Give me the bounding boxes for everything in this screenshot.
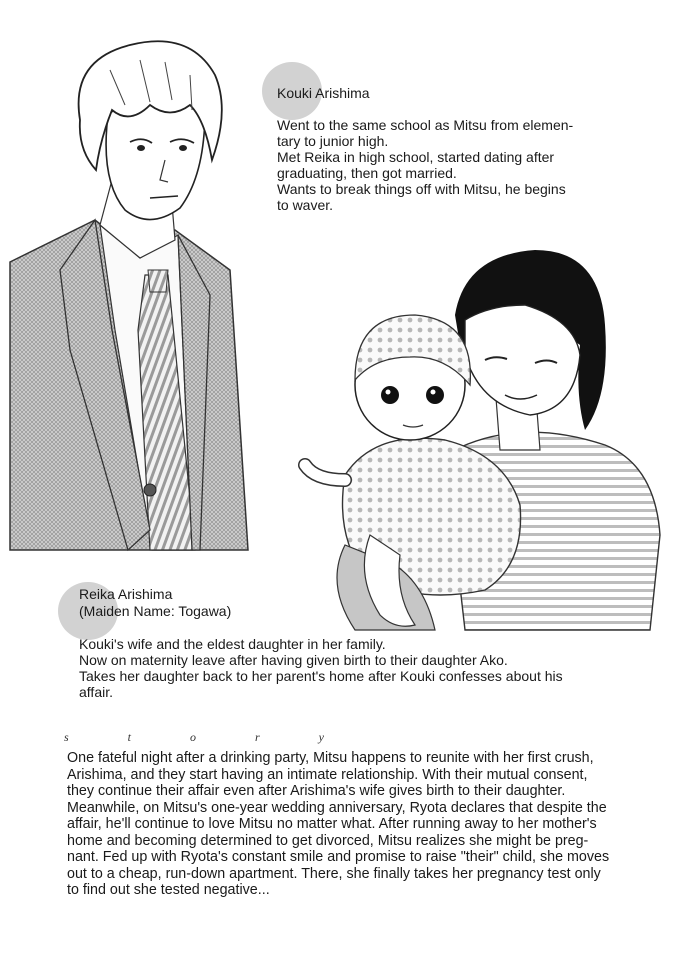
story-line: home and becoming determined to get divorced, Mitsu realizes she might be preg- (67, 832, 589, 849)
reika-bio (79, 636, 639, 700)
story-line: out to a cheap, run-down apartment. There, she finally takes her pregnancy test only (67, 865, 601, 882)
reika-bio-line: Kouki's wife and the eldest daughter in her family. (79, 636, 386, 652)
reika-illustration (285, 245, 665, 635)
story-heading-letter: t (127, 730, 131, 744)
story-heading-letter: r (254, 730, 260, 744)
story-line: One fateful night after a drinking party, Mitsu happens to reunite with her first crush, (67, 750, 594, 766)
story-heading-letter: s (64, 730, 69, 744)
story-line: affair, he'll continue to love Mitsu no matter what. After running away to her mother's (67, 816, 597, 832)
reika-name: Reika Arishima (79, 586, 173, 602)
reika-bio-line: Takes her daughter back to her parent's home after Kouki confesses about his (79, 668, 563, 684)
kouki-name: Kouki Arishima (277, 85, 370, 101)
kouki-illustration (0, 30, 280, 555)
story-line: Meanwhile, on Mitsu's one-year wedding anniversary, Ryota declares that despite the (67, 799, 607, 816)
reika-bio-line: affair. (79, 684, 113, 700)
kouki-bio-line: Met Reika in high school, started dating after (277, 149, 555, 165)
story-line: they continue their affair even after Arishima's wife gives birth to their daughter. (67, 783, 566, 799)
story-text (67, 750, 627, 899)
story-line: nant. Fed up with Ryota's constant smile and promise to raise "their" child, she moves (67, 849, 610, 865)
story-heading-letter: y (318, 730, 324, 744)
story-line: Arishima, and they start having an intimate relationship. With their mutual consent, (67, 766, 588, 783)
kouki-bio (277, 117, 607, 213)
reika-maiden-name: (Maiden Name: Togawa) (79, 603, 232, 619)
kouki-bio-line: Wants to break things off with Mitsu, he begins (277, 181, 566, 197)
story-heading-letter: o (189, 730, 196, 744)
reika-bio-line: Now on maternity leave after having given birth to their daughter Ako. (79, 652, 508, 668)
kouki-bio-line: to waver. (277, 197, 334, 213)
kouki-bio-line: graduating, then got married. (277, 165, 457, 181)
story-line: to find out she tested negative... (67, 882, 270, 898)
story-heading (64, 730, 324, 745)
kouki-bio-line: tary to junior high. (277, 133, 389, 149)
kouki-bio-line: Went to the same school as Mitsu from elemen- (277, 117, 574, 133)
